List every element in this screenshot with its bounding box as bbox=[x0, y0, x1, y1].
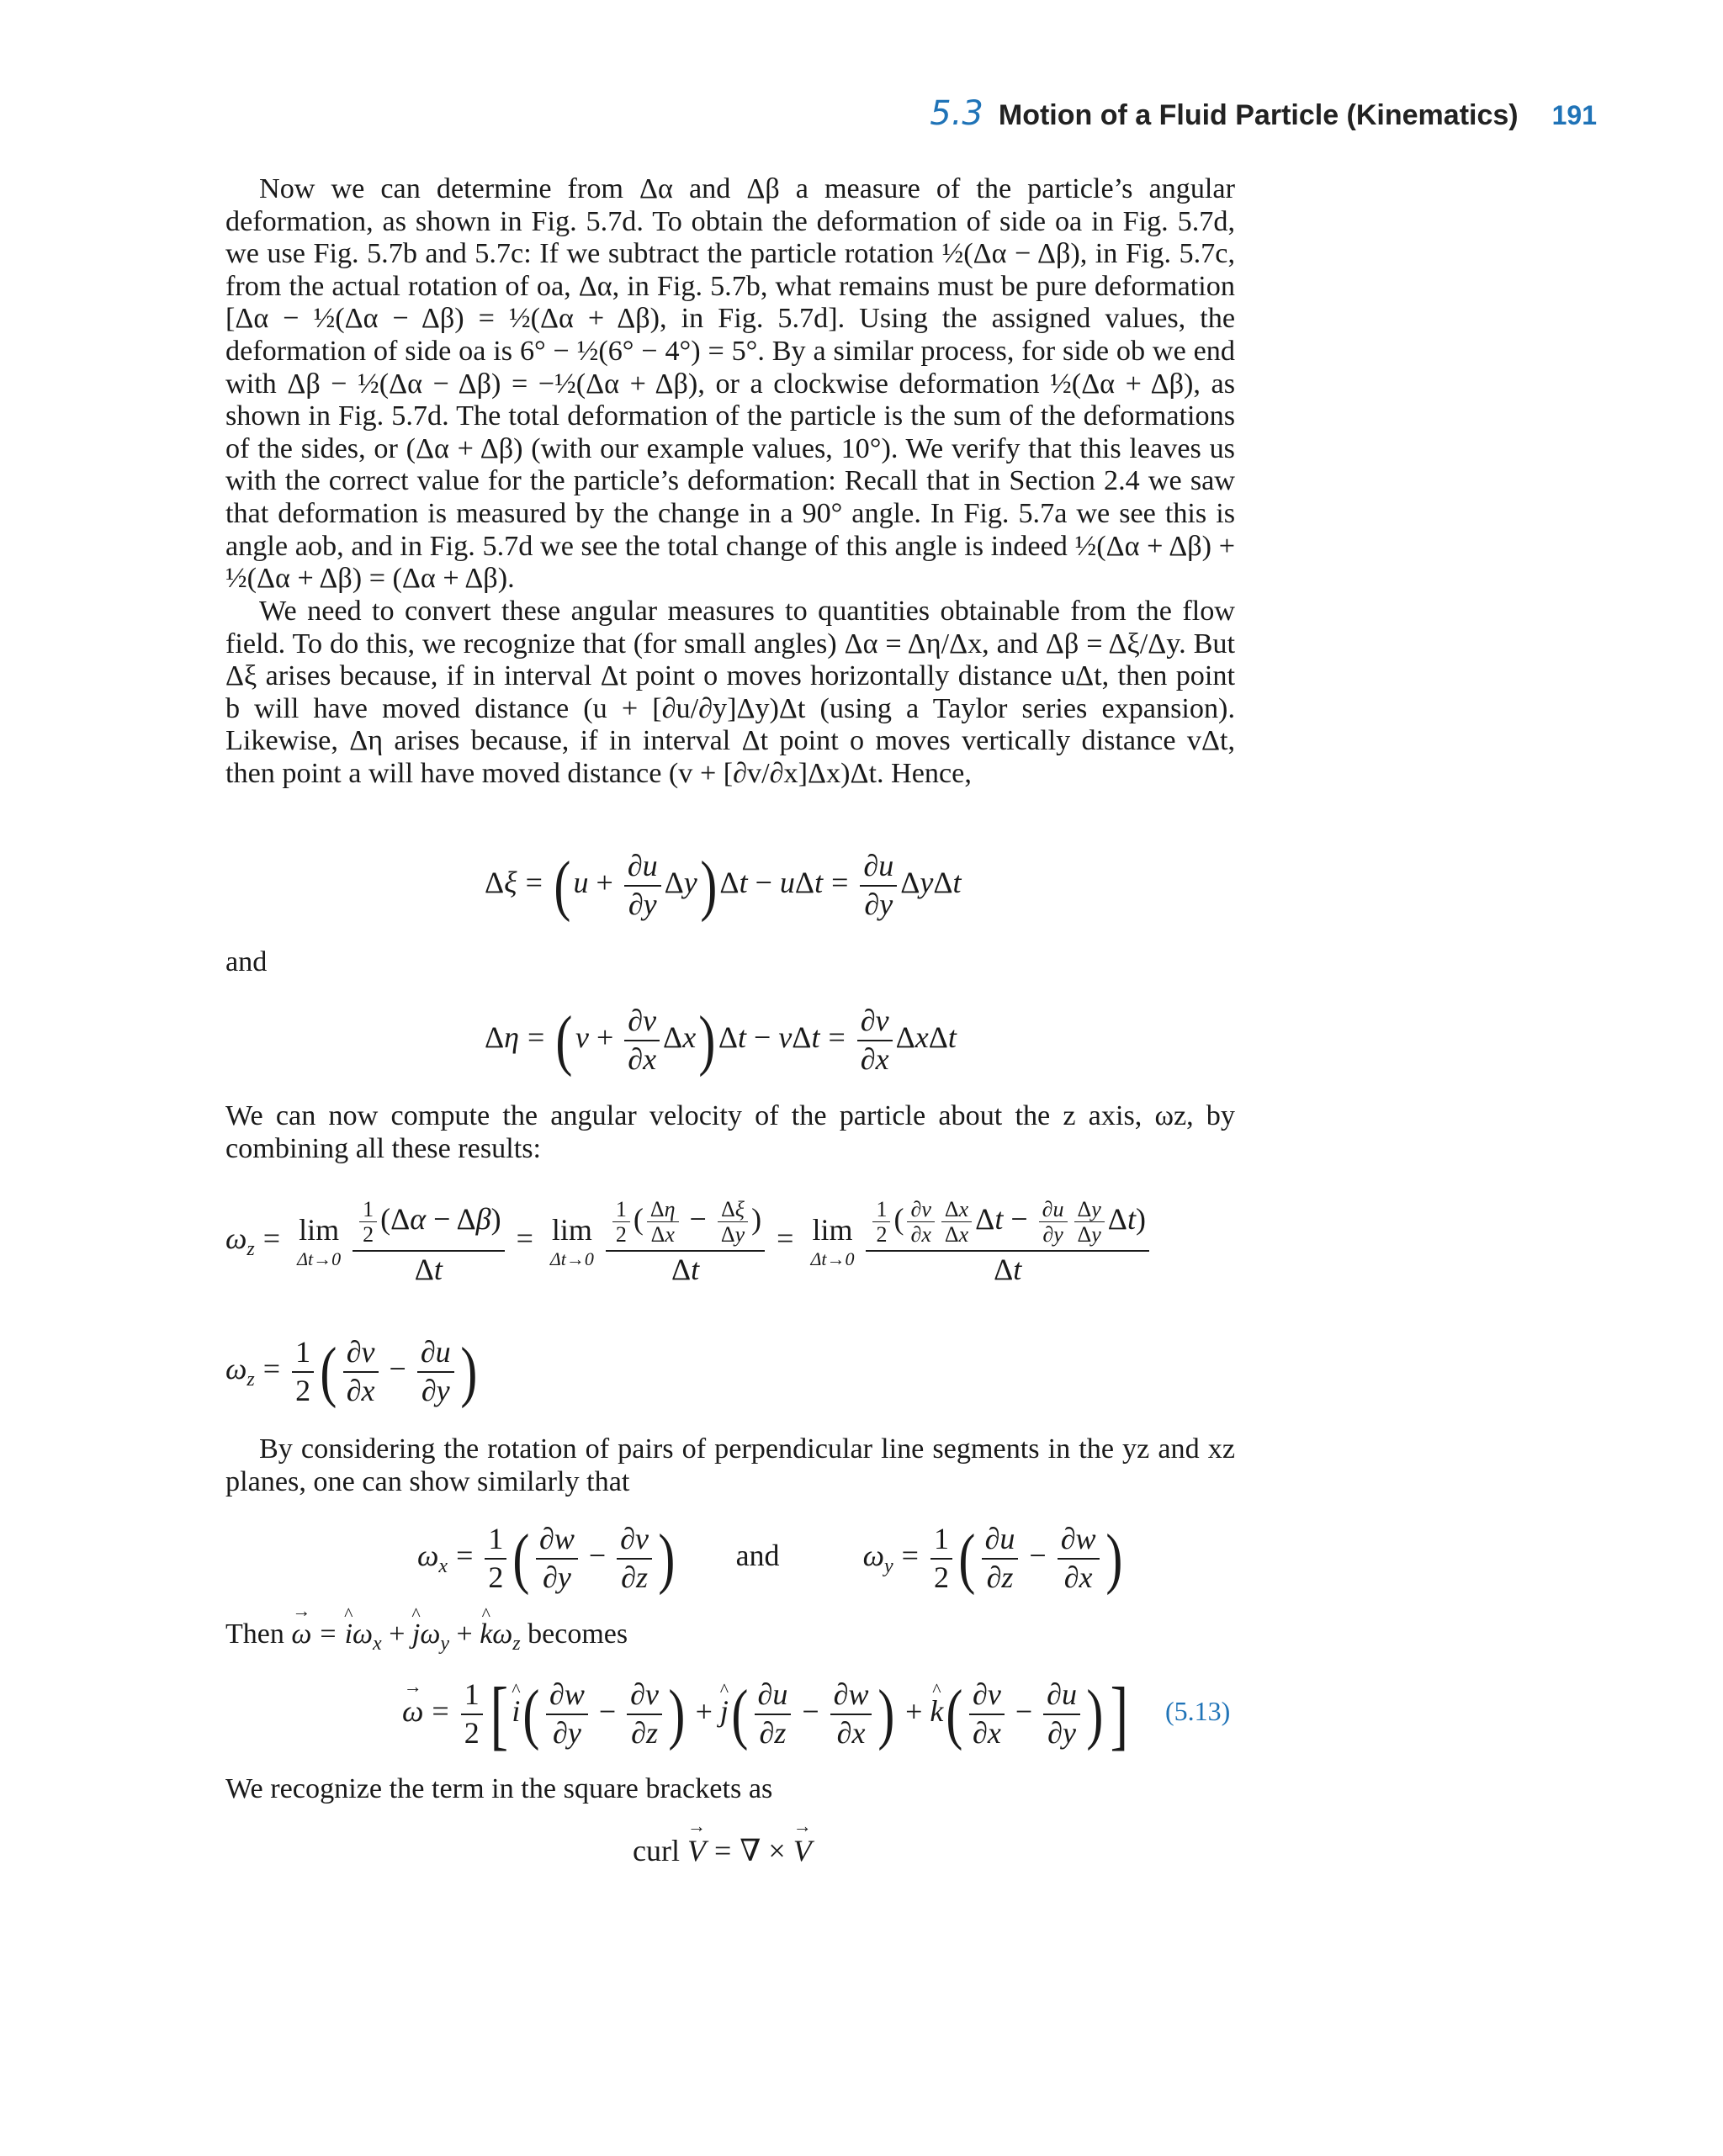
section-title: Motion of a Fluid Particle (Kinematics) bbox=[998, 99, 1519, 131]
section-number: 5.3 bbox=[930, 94, 983, 133]
text-then: Then bbox=[225, 1618, 284, 1650]
equation-omega-z: $\omega_z$ = $\frac{1}{2}$ ( $\frac{\partial v}{\partial x}$ − $\frac{\partial u}{\partial y}$ ) bbox=[225, 1334, 477, 1409]
paragraph-perpendicular-segments: By considering the rotation of pairs of perpendicular line segments in the yz and xz planes, one can show similarly that bbox=[225, 1433, 1235, 1497]
equation-omega-z-limit: $\omega_z$ = lim Δt→0 $\frac{1}{2}$ (Δα − Δβ) Δt = lim Δt→0 $\frac{1}{2}$ ( $\frac{\Delta\eta}{\Delta x}$ − $\frac{\Delta\xi}{\Delta y}$ ) Δt = lim Δt→0 $\frac{1}{2}$ ( $\frac{\partial v}{\partial x}$ $\frac{\Delta x}{\Delta x}$ Δt − $\frac{\partial u}{\partial y}$ $\frac{\Delta y}{\Delta y}$ Δt) Δt bbox=[225, 1196, 1153, 1286]
text-and-between-equations: and bbox=[735, 1539, 780, 1573]
running-header bbox=[930, 94, 1597, 133]
paragraph-angular-velocity: We can now compute the angular velocity of the particle about the z axis, ωz, by combining all these results: bbox=[225, 1100, 1235, 1164]
equation-5-13: → ω = $\frac{1}{2}$ [^ i( $\frac{\partial w}{\partial y}$ − $\frac{\partial v}{\partial z}$ ) + ^ j( $\frac{\partial u}{\partial z}$ − $\frac{\partial w}{\partial x}$ ) + ^ k( $\frac{\partial v}{\partial x}$ − $\frac{\partial u}{\partial y}$ )] bbox=[402, 1676, 1132, 1753]
page-number: 191 bbox=[1551, 100, 1597, 130]
equation-number-5-13: (5.13) bbox=[1165, 1696, 1231, 1726]
paragraph-angular-deformation: Now we can determine from Δα and Δβ a measure of the particle’s angular deformation, as shown in Fig. 5.7d. To obtain the deformation of side oa in Fig. 5.7d, we use Fig. 5.7b and 5.7c: If we subtract the particle rotation ½(Δα − Δβ), in Fig. 5.7c, from the actual rotation of oa, Δα, in Fig. 5.7b, what remains must be pure deformation [Δα − ½(Δα − Δβ) = ½(Δα + Δβ), in Fig. 5.7d]. Using the assigned values, the deformation of side oa is 6° − ½(6° − 4°) = 5°. By a similar process, for side ob we end with Δβ − ½(Δα − Δβ) = −½(Δα + Δβ), or a clockwise deformation ½(Δα + Δβ), as shown in Fig. 5.7d. The total deformation of the particle is the sum of the deformations of the sides, or (Δα + Δβ) (with our example values, 10°). We verify that this leaves us with the correct value for the particle’s deformation: Recall that in Section 2.4 we saw that deformation is measured by the change in a 90° angle. In Fig. 5.7a we see this is angle aob, and in Fig. 5.7d we see the total change of this angle is indeed ½(Δα + Δβ) + ½(Δα + Δβ) = (Δα + Δβ). bbox=[225, 173, 1235, 595]
equation-omega-x-omega-y: $\omega_x$ = $\frac{1}{2}$ ( $\frac{\partial w}{\partial y}$ − $\frac{\partial v}{\partial z}$ ) and $\omega_y$ = $\frac{1}{2}$ ( $\frac{\partial u}{\partial z}$ − $\frac{\partial w}{\partial x}$ ) bbox=[417, 1521, 1122, 1596]
text-curl: curl bbox=[633, 1834, 680, 1867]
equation-delta-eta: Δη = (v + $\frac{\partial v}{\partial x}$ Δx)Δt − vΔt = $\frac{\partial v}{\partial x}$ ΔxΔt bbox=[485, 1003, 957, 1078]
equation-curl: curl → V = ∇ × → V bbox=[633, 1836, 812, 1866]
paragraph-flow-field-conversion: We need to convert these angular measures to quantities obtainable from the flow field. To do this, we recognize that (for small angles) Δα = Δη/Δx, and Δβ = Δξ/Δy. But Δξ arises because, if in interval Δt point o moves horizontally distance uΔt, then point b will have moved distance (u + [∂u/∂y]Δy)Δt (using a Taylor series expansion). Likewise, Δη arises because, if in interval Δt point o moves vertically distance vΔt, then point a will have moved distance (v + [∂v/∂x]Δx)Δt. Hence, bbox=[225, 596, 1235, 789]
equation-delta-xi: Δξ = (u + $\frac{\partial u}{\partial y}$ Δy)Δt − uΔt = $\frac{\partial u}{\partial y}$ ΔyΔt bbox=[485, 848, 962, 923]
text-and: and bbox=[225, 946, 268, 977]
equation-omega-vector-definition: Then → ω =^ $i\omega_x$ + ^ $j\omega_y$ + ^ $k\omega_z$ becomes bbox=[225, 1620, 628, 1654]
paragraph-square-brackets: We recognize the term in the square brackets as bbox=[225, 1773, 773, 1804]
text-becomes: becomes bbox=[528, 1618, 628, 1650]
